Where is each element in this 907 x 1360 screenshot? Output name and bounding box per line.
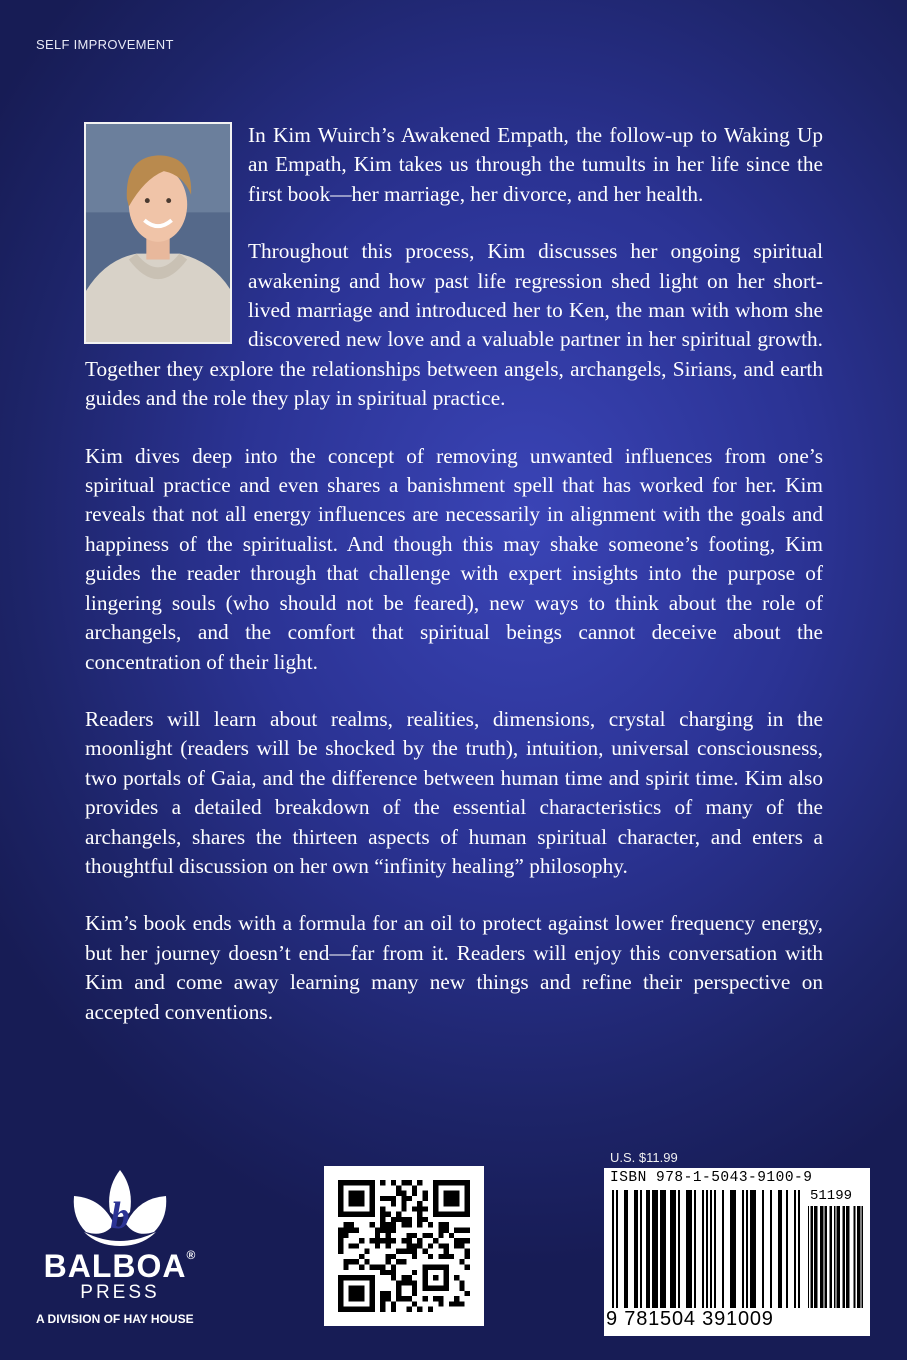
isbn-text: ISBN 978-1-5043-9100-9 <box>610 1170 813 1186</box>
paragraph: Throughout this process, Kim discusses her ongoing spiritual awakening and how past life regression shed light on her short-lived marriage and introduced her to Ken, the man with whom she discovered new love and a valuable partner in her spiritual growth. Together they explore the relationships between angels, archangels, Sirians, and earth guides and the role they play in spiritual practice. <box>85 239 823 411</box>
barcode-bars <box>612 1190 802 1308</box>
publisher-name <box>30 1248 210 1285</box>
addon-code: 51199 <box>810 1188 853 1204</box>
barcode-digits: 9 781504 391009 <box>606 1308 774 1330</box>
description-text <box>85 121 823 1055</box>
registered-mark: ® <box>186 1248 197 1262</box>
publisher-logo <box>30 1166 210 1336</box>
isbn-barcode <box>604 1168 870 1336</box>
qr-code <box>324 1166 484 1326</box>
publisher-press: PRESS <box>80 1282 160 1303</box>
paragraph: Kim dives deep into the concept of removing unwanted influences from one’s spiritual practice and even shares a banishment spell that has worked for her. Kim reveals that not all energy influences are necessarily in alignment with the goals and happiness of the spiritualist. And though this may shake someone’s footing, Kim guides the reader through that challenge with expert insights into the purpose of lingering souls (who should not be feared), new ways to think about the role of archangels, and the comfort that spiritual beings cannot deceive about the concentration of their light. <box>85 443 823 674</box>
category-label: SELF IMPROVEMENT <box>36 37 174 52</box>
price-label: U.S. $11.99 <box>610 1150 678 1165</box>
lotus-icon <box>30 1166 210 1250</box>
addon-barcode-bars <box>808 1206 864 1308</box>
publisher-division: A DIVISION OF HAY HOUSE <box>36 1312 194 1326</box>
paragraph: Kim’s book ends with a formula for an oil to protect against lower frequency energy, but her journey doesn’t end—far from it. Readers will enjoy this conversation with Kim and come away learning many new things and refine their perspective on accepted conventions. <box>85 911 823 1024</box>
publisher-name-text: BALBOA <box>43 1248 187 1284</box>
paragraph: Readers will learn about realms, realities, dimensions, crystal charging in the moonlight (readers will be shocked by the truth), intuition, universal consciousness, two portals of Gaia, and the difference between human time and spirit time. Kim also provides a detailed breakdown of the essential characteristics of many of the archangels, shares the thirteen aspects of human spiritual character, and enters a thoughtful discussion on her own “infinity healing” philosophy. <box>85 706 823 878</box>
paragraph: In Kim Wuirch’s Awakened Empath, the follow-up to Waking Up an Empath, Kim takes us through the tumults in her life since the first book—her marriage, her divorce, and her health. <box>248 123 823 206</box>
emblem-letter: b <box>110 1195 130 1237</box>
photo-spacer <box>85 121 248 353</box>
